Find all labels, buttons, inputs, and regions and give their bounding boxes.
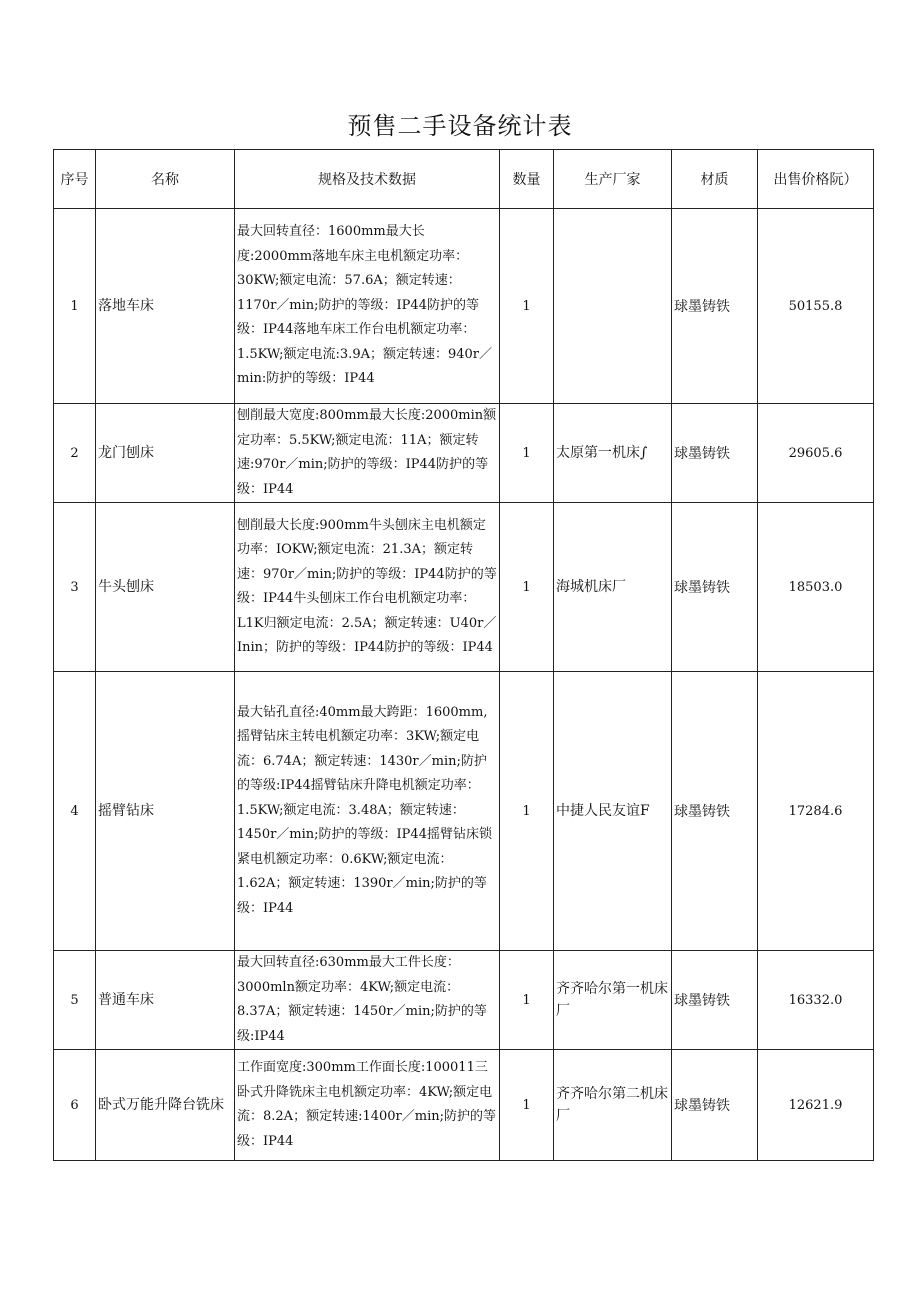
row-maker: 齐齐哈尔第一机床厂 [554, 951, 672, 1050]
row-spec-text: 最大回转直径：1600mm最大长度:2000mm落地车床主电机额定功率：30KW;额定电流：57.6A；额定转速：1170r／min;防护的等级：IP44防护的等级：IP44落地车床工作台电机额定功率：1.5KW;额定电流:3.9A；额定转速：940r／min:防护的等级：IP44 [237, 224, 493, 387]
row-qty: 1 [500, 672, 554, 951]
row-spec [235, 672, 500, 951]
row-qty: 1 [500, 503, 554, 672]
row-name: 普通车床 [96, 951, 235, 1050]
row-maker: 齐齐哈尔第二机床厂 [554, 1050, 672, 1161]
row-spec-text: 最大钻孔直径:40mm最大跨距：1600mm,摇臂钻床主转电机额定功率：3KW;额定电流：6.74A；额定转速：1430r／min;防护的等级:IP44摇臂钻床升降电机额定功率：1.5KW;额定电流：3.48A；额定转速：1450r／min;防护的等级：IP44摇臂钻床锁紧电机额定功率：0.6KW;额定电流：1.62A；额定转速：1390r／min;防护的等级：IP44 [237, 704, 492, 916]
header-no: 序号 [54, 150, 96, 209]
header-spec: 规格及技术数据 [235, 150, 500, 209]
row-maker [554, 209, 672, 404]
row-price: 17284.6 [758, 672, 874, 951]
row-spec [235, 209, 500, 404]
row-price: 12621.9 [758, 1050, 874, 1161]
row-material: 球墨铸铁 [672, 503, 758, 672]
header-name: 名称 [96, 150, 235, 209]
row-spec [235, 1050, 500, 1161]
row-name: 牛头刨床 [96, 503, 235, 672]
row-qty: 1 [500, 951, 554, 1050]
row-maker: 中捷人民友谊F [554, 672, 672, 951]
row-material: 球墨铸铁 [672, 672, 758, 951]
row-no: 2 [54, 404, 96, 503]
row-price: 16332.0 [758, 951, 874, 1050]
row-qty: 1 [500, 1050, 554, 1161]
row-price: 18503.0 [758, 503, 874, 672]
row-material: 球墨铸铁 [672, 1050, 758, 1161]
row-spec-text: 刨削最大宽度:800mm最大长度:2000min额定功率：5.5KW;额定电流：11A；额定转速:970r／min;防护的等级：IP44防护的等级：IP44 [237, 408, 497, 497]
row-name: 龙门刨床 [96, 404, 235, 503]
table-row [54, 404, 874, 503]
header-qty: 数量 [500, 150, 554, 209]
header-price: 出售价格阮） [758, 150, 874, 209]
row-spec [235, 503, 500, 672]
equipment-table [53, 149, 874, 1161]
table-row [54, 672, 874, 951]
row-no: 6 [54, 1050, 96, 1161]
row-material: 球墨铸铁 [672, 404, 758, 503]
row-spec-text: 刨削最大长度:900mm牛头刨床主电机额定功率：IOKW;额定电流：21.3A；额定转速：970r／min;防护的等级：IP44防护的等级：IP44牛头刨床工作台电机额定功率：L1K归额定电流：2.5A；额定转速：U40r／Inin；防护的等级：IP44防护的等级：IP44 [237, 517, 497, 655]
row-qty: 1 [500, 404, 554, 503]
table-row [54, 951, 874, 1050]
table-row [54, 209, 874, 404]
row-maker: 太原第一机床∫ [554, 404, 672, 503]
row-spec [235, 404, 500, 503]
row-spec [235, 951, 500, 1050]
row-name: 落地车床 [96, 209, 235, 404]
row-no: 5 [54, 951, 96, 1050]
row-qty: 1 [500, 209, 554, 404]
row-no: 3 [54, 503, 96, 672]
header-maker: 生产厂家 [554, 150, 672, 209]
row-name: 卧式万能升降台铣床 [96, 1050, 235, 1161]
table-row [54, 503, 874, 672]
page-title: 预售二手设备统计表 [347, 112, 573, 140]
header-material: 材质 [672, 150, 758, 209]
row-no: 4 [54, 672, 96, 951]
row-name: 摇臂钻床 [96, 672, 235, 951]
row-spec-text: 工作面宽度:300mm工作面长度:100011三卧式升降铣床主电机额定功率：4KW;额定电流：8.2A；额定转速:1400r／min;防护的等级：IP44 [237, 1060, 496, 1149]
row-price: 29605.6 [758, 404, 874, 503]
table-row [54, 1050, 874, 1161]
row-maker: 海城机床厂 [554, 503, 672, 672]
header-row [54, 150, 874, 209]
row-material: 球墨铸铁 [672, 209, 758, 404]
row-material: 球墨铸铁 [672, 951, 758, 1050]
row-no: 1 [54, 209, 96, 404]
row-spec-text: 最大回转直径:630mm最大工件长度：3000mln额定功率：4KW;额定电流：8.37A；额定转速：1450r／min;防护的等级:IP44 [237, 955, 487, 1044]
row-price: 50155.8 [758, 209, 874, 404]
